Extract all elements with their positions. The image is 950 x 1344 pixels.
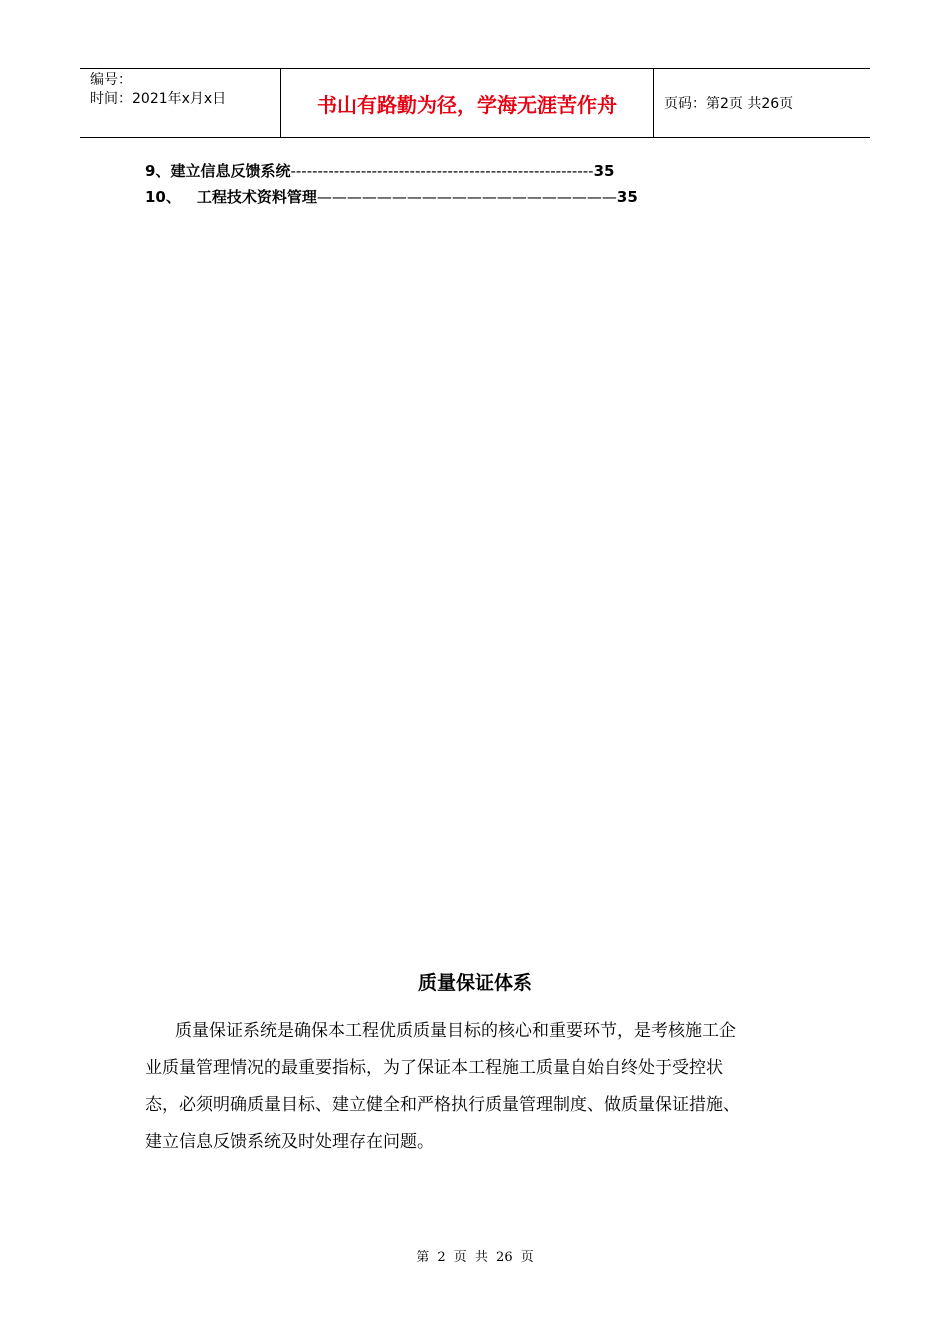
toc-entry-number: 10、: [145, 188, 181, 206]
toc-entry: [145, 186, 638, 207]
paragraph-line: 建立信息反馈系统及时处理存在问题。: [145, 1132, 434, 1152]
toc-entry-title: 建立信息反馈系统: [170, 162, 291, 180]
header-motto: 书山有路勤为径，学海无涯苦作舟: [317, 92, 617, 117]
toc-entry-leader: ————————————————————: [316, 188, 617, 206]
paragraph-line: 态，必须明确质量目标、建立健全和严格执行质量管理制度、做质量保证措施、: [145, 1095, 740, 1115]
paragraph-line: 质量保证系统是确保本工程优质质量目标的核心和重要环节，是考核施工企: [175, 1021, 736, 1041]
header-motto-cell: [281, 69, 654, 137]
toc-entry-number: 9、: [145, 162, 171, 180]
section-title: 质量保证体系: [417, 972, 532, 994]
header-page-info: 页码：第2页 共26页: [664, 96, 794, 112]
toc-entry-title: 工程技术资料管理: [196, 188, 317, 206]
toc-entry-leader: --------------------------------------------------------: [290, 162, 594, 180]
toc-entry-page: 35: [616, 188, 638, 206]
toc-entry: [145, 160, 614, 181]
document-time-label: 时间：2021年x月x日: [90, 91, 227, 107]
document-number-label: 编号：: [90, 72, 132, 88]
paragraph-line: 业质量管理情况的最重要指标，为了保证本工程施工质量自始自终处于受控状: [145, 1058, 723, 1078]
header-page-cell: [654, 69, 870, 137]
document-header: [80, 68, 870, 138]
page-footer: 第 2 页 共 26 页: [416, 1250, 534, 1265]
header-meta-cell: [80, 69, 281, 137]
toc-entry-page: 35: [593, 162, 615, 180]
